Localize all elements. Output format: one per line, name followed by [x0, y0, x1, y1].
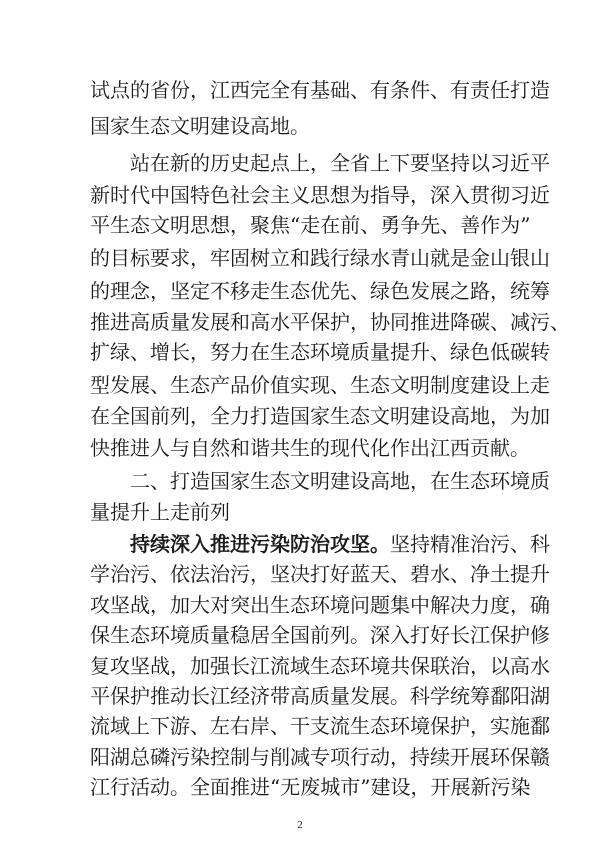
- text-line: 攻坚战，加大对突出生态环境问题集中解决力度，确: [90, 592, 550, 617]
- text-line: 扩绿、增长，努力在生态环境质量提升、绿色低碳转: [90, 340, 550, 364]
- text-line: 学治污、依法治污，坚决打好蓝天、碧水、净土提升: [90, 562, 550, 587]
- text-line: 阳湖总磷污染控制与削减专项行动，持续开展环保赣: [90, 744, 550, 769]
- text-line: 新时代中国特色社会主义思想为指导，深入贯彻习近: [90, 183, 550, 208]
- text-line: [130, 532, 550, 556]
- text-line: 站在新的历史起点上，全省上下要坚持以习近平: [130, 150, 550, 175]
- bold-lead-text: 持续深入推进污染防治攻坚。: [130, 532, 390, 556]
- text-line: 的目标要求，牢固树立和践行绿水青山就是金山银山: [90, 245, 550, 270]
- text-line: 快推进人与自然和谐共生的现代化作出江西贡献。: [90, 436, 530, 460]
- text-line: 平生态文明思想，聚焦“走在前、勇争先、善作为”: [90, 213, 531, 238]
- text-line: 江行活动。全面推进“无废城市”建设，开展新污染: [90, 775, 531, 799]
- text-line: 流域上下游、左右岸、干支流生态环境保护，实施鄱: [90, 714, 550, 739]
- text-line: 试点的省份，江西完全有基础、有条件、有责任打造: [90, 78, 550, 102]
- section-heading-line: 二、打造国家生态文明建设高地，在生态环境质: [130, 468, 550, 493]
- text-line: 在全国前列，全力打造国家生态文明建设高地，为加: [90, 404, 550, 429]
- text-line: 的理念，坚定不移走生态优先、绿色发展之路，统筹: [90, 279, 550, 304]
- text-line: 复攻坚战，加强长江流域生态环境共保联治，以高水: [90, 653, 550, 678]
- page-number: 2: [297, 819, 303, 831]
- section-heading-line: 量提升上走前列: [90, 500, 230, 525]
- text-line: 国家生态文明建设高地。: [90, 113, 310, 138]
- text-line: 平保护推动长江经济带高质量发展。科学统筹鄱阳湖: [90, 683, 550, 708]
- text-span: 坚持精准治污、科: [390, 532, 550, 556]
- text-line: 保生态环境质量稳居全国前列。深入打好长江保护修: [90, 623, 550, 648]
- text-line: 型发展、生态产品价值实现、生态文明制度建设上走: [90, 372, 550, 397]
- text-line: 推进高质量发展和高水平保护，协同推进降碳、减污、: [90, 310, 570, 334]
